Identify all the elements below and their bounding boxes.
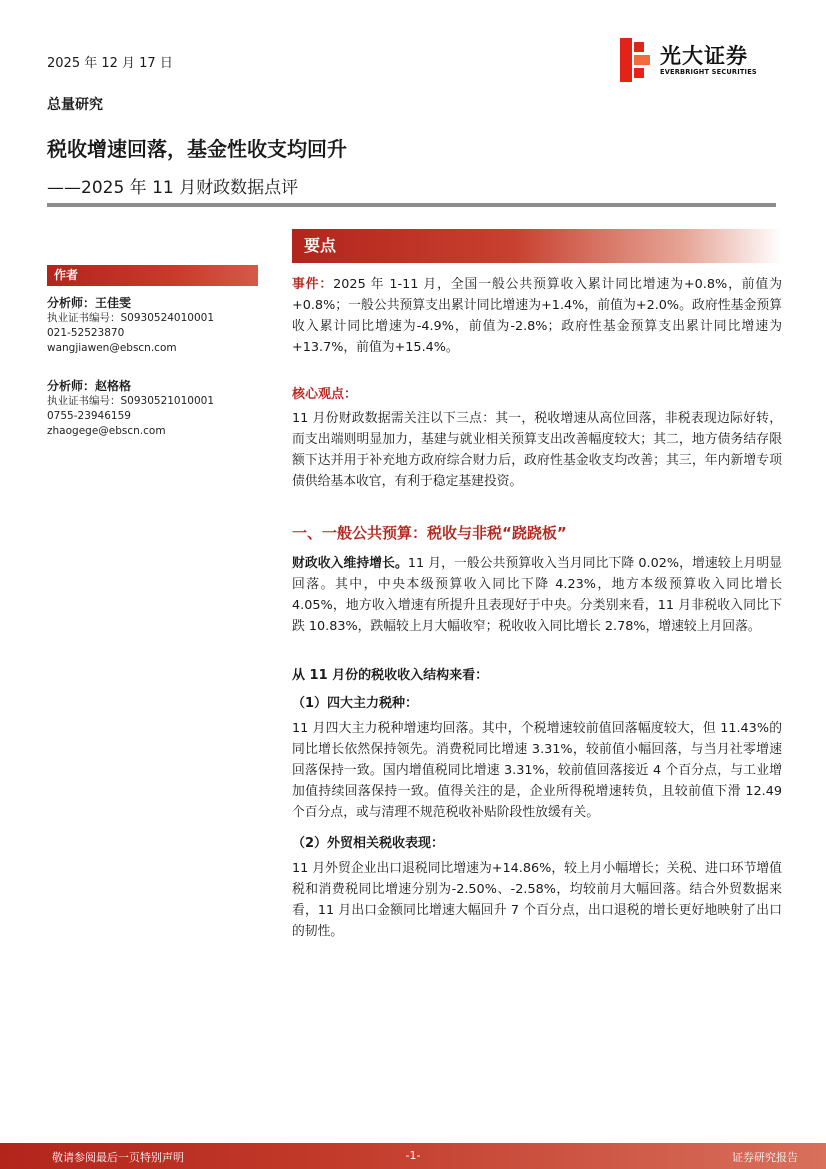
subsection-heading-2: （2）外贸相关税收表现： bbox=[292, 836, 445, 851]
main-content bbox=[292, 229, 782, 942]
page-number: -1- bbox=[405, 1149, 421, 1162]
author-phone: 021-52523870 bbox=[47, 327, 125, 339]
logo-mark-icon bbox=[620, 38, 654, 82]
author-sidebar bbox=[47, 265, 258, 439]
logo-name-cn: 光大证券 bbox=[660, 44, 748, 68]
author-email[interactable]: zhaogege@ebscn.com bbox=[47, 425, 166, 437]
author-name: 分析师：赵格格 bbox=[47, 379, 132, 393]
company-logo bbox=[620, 38, 780, 82]
report-title: 税收增速回落，基金性收支均回升 bbox=[47, 137, 347, 161]
subsection-heading-1: （1）四大主力税种： bbox=[292, 696, 419, 711]
logo-name-en: EVERBRIGHT SECURITIES bbox=[660, 68, 757, 76]
event-paragraph bbox=[292, 274, 782, 358]
report-type: 证券研究报告 bbox=[732, 1151, 798, 1164]
subsection-text-1: 11 月四大主力税种增速均回落。其中，个税增速较前值回落幅度较大，但 11.43%的同比增长依然保持领先。消费税同比增速 3.31%，较前值小幅回落，与当月社零增速回落保持一致。国内增值税同比增速 3.31%，较前值回落接近 4 个百分点，与工业增加值持续回落保持一致。值得关注的是，企业所得税增速转负，且较前值下滑 12.49 个百分点，或与清理不规范税收补贴阶段性放缓有关。 bbox=[292, 721, 782, 820]
header-divider bbox=[47, 203, 776, 207]
author-phone: 0755-23946159 bbox=[47, 410, 131, 422]
core-view-text: 11 月份财政数据需关注以下三点：其一，税收增速从高位回落，非税表现边际好转，而支出端则明显加力，基建与就业相关预算支出改善幅度较大；其二，地方债务结存限额下达并用于补充地方政府综合财力后，政府性基金收支均改善；其三，年内新增专项债供给基本收官，有利于稳定基建投资。 bbox=[292, 411, 782, 489]
report-subtitle: ——2025 年 11 月财政数据点评 bbox=[47, 178, 299, 198]
author-name: 分析师：王佳雯 bbox=[47, 296, 132, 310]
author-card bbox=[47, 378, 258, 439]
author-license: 执业证书编号：S0930524010001 bbox=[47, 312, 215, 324]
subsection-text-2: 11 月外贸企业出口退税同比增速为+14.86%，较上月小幅增长；关税、进口环节增值税和消费税同比增速分别为-2.50%、-2.58%，均较前月大幅回落。结合外贸数据来看，11 月出口金额同比增速大幅回升 7 个百分点，出口退税的增长更好地映射了出口的韧性。 bbox=[292, 861, 782, 939]
event-label: 事件： bbox=[292, 277, 334, 292]
core-view-label: 核心观点： bbox=[292, 387, 358, 402]
author-card bbox=[47, 295, 258, 356]
report-date: 2025 年 12 月 17 日 bbox=[47, 56, 173, 71]
section-heading: 一、一般公共预算：税收与非税“跷跷板” bbox=[292, 524, 567, 542]
report-category: 总量研究 bbox=[47, 97, 103, 113]
revenue-lead: 财政收入维持增长。 bbox=[292, 556, 408, 571]
page-footer bbox=[0, 1143, 826, 1169]
author-email[interactable]: wangjiawen@ebscn.com bbox=[47, 342, 177, 354]
revenue-text: 11 月，一般公共预算收入当月同比下降 0.02%，增速较上月明显回落。其中，中央本级预算收入同比下降 4.23%，地方本级预算收入同比增长 4.05%，地方收入增速有所提升且表现好于中央。分类别来看，11 月非税收入同比下跌 10.83%，跌幅较上月大幅收窄；税收收入同比增长 2.78%，增速较上月回落。 bbox=[292, 556, 783, 634]
structure-heading: 从 11 月份的税收收入结构来看： bbox=[292, 668, 489, 683]
disclaimer-link[interactable]: 敬请参阅最后一页特别声明 bbox=[52, 1151, 184, 1164]
author-license: 执业证书编号：S0930521010001 bbox=[47, 395, 215, 407]
author-heading: 作者 bbox=[47, 265, 258, 286]
keypoints-heading: 要点 bbox=[292, 229, 782, 263]
revenue-paragraph bbox=[292, 553, 782, 637]
event-text: 2025 年 1-11 月，全国一般公共预算收入累计同比增速为+0.8%，前值为+0.8%；一般公共预算支出累计同比增速为+1.4%，前值为+2.0%。政府性基金预算收入累计同比增速为-4.9%，前值为-2.8%；政府性基金预算支出累计同比增速为+13.7%，前值为+15.4%。 bbox=[292, 277, 783, 355]
